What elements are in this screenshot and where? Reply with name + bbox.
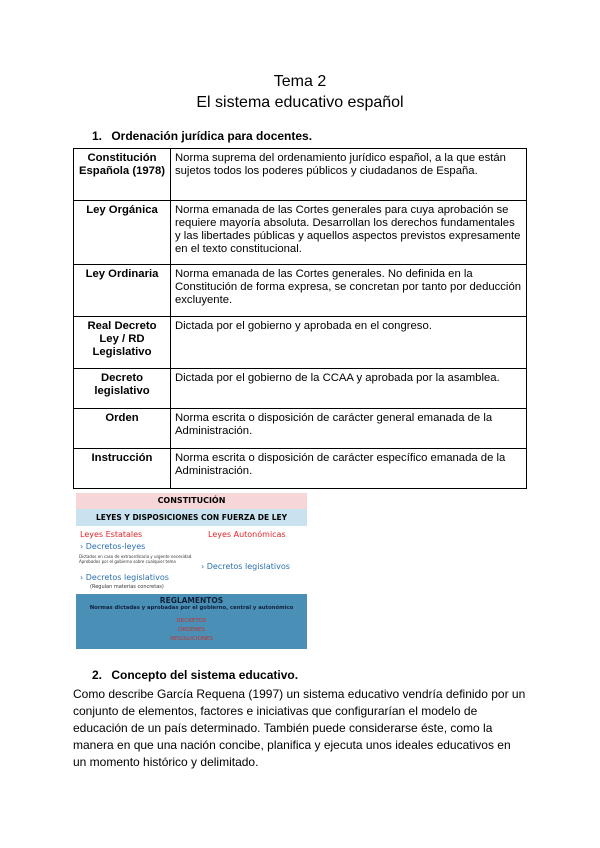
regulan-note: (Regulan materias concretas) (90, 584, 164, 590)
definition-cell: Norma emanada de las Cortes generales. No definida en la Constitución de forma expresa, se concretan por tanto por deducción excluyente. (171, 265, 527, 317)
table-row (74, 449, 527, 489)
table-row (74, 409, 527, 449)
term-cell: Decreto legislativo (74, 369, 171, 409)
decretos-legislativos-aut-label: › Decretos legislativos (201, 562, 290, 571)
legal-norms-table (73, 148, 527, 489)
definition-cell: Norma emanada de las Cortes generales para cuya aprobación se requiere mayoría absoluta. Desarrollan los derechos fundamentales y las libertades públicas y aquellos aspectos previstos expresamente en el texto constitucional. (171, 201, 527, 265)
reglamentos-label: REGLAMENTOS (159, 596, 224, 605)
section-heading-text: Concepto del sistema educativo. (111, 668, 299, 682)
page-title: Tema 2 (273, 73, 327, 90)
definition-cell: Dictada por el gobierno de la CCAA y aprobada por la asamblea. (171, 369, 527, 409)
body-paragraph: Como describe García Requena (1997) un sistema educativo vendría definido por un conjunto de elementos, factores e iniciativas que configurarían el modelo de educación de un país determinado. También puede considerarse éste, como la manera en que una nación concibe, planifica y ejecuta unos ideales educativos en un momento histórico y delimitado. (73, 687, 526, 769)
section-heading-text: Ordenación jurídica para docentes. (111, 129, 313, 143)
definition-cell: Dictada por el gobierno y aprobada en el congreso. (171, 317, 527, 369)
leyes-band: LEYES Y DISPOSICIONES CON FUERZA DE LEY (76, 509, 307, 526)
decretos-item: DECRETOS (176, 618, 207, 624)
table-row (74, 149, 527, 201)
section-heading-2 (92, 668, 298, 682)
legal-hierarchy-diagram (76, 493, 307, 649)
decretos-leyes-label: › Decretos-leyes (80, 542, 146, 551)
term-cell: Orden (74, 409, 171, 449)
table-row (74, 201, 527, 265)
table-row (74, 317, 527, 369)
constitucion-band: CONSTITUCIÓN (76, 493, 307, 509)
term-cell: Ley Ordinaria (74, 265, 171, 317)
term-cell: Ley Orgánica (74, 201, 171, 265)
definition-cell: Norma escrita o disposición de carácter general emanada de la Administración. (171, 409, 527, 449)
reglamentos-band (76, 594, 307, 649)
term-cell: Constitución Española (1978) (74, 149, 171, 201)
definition-cell: Norma suprema del ordenamiento jurídico español, a la que están sujetos todos los poderes públicos y ciudadanos de España. (171, 149, 527, 201)
term-cell: Instrucción (74, 449, 171, 489)
decretos-legislativos-label: › Decretos legislativos (80, 573, 169, 582)
page-subtitle: El sistema educativo español (196, 94, 404, 111)
table-row (74, 265, 527, 317)
reglamentos-sub-label: Normas dictadas y aprobadas por el gobierno, central y autonómico (89, 605, 294, 611)
table-row (74, 369, 527, 409)
definition-cell: Norma escrita o disposición de carácter específico emanada de la Administración. (171, 449, 527, 489)
ordenes-item: ÓRDENES (178, 627, 205, 633)
leyes-estatales-label: Leyes Estatales (80, 530, 143, 539)
section-heading-1 (92, 129, 312, 143)
section-number: 2. (92, 668, 103, 682)
leyes-detail-band (76, 526, 307, 594)
leyes-autonomicas-label: Leyes Autonómicas (208, 530, 286, 539)
term-cell: Real Decreto Ley / RD Legislativo (74, 317, 171, 369)
decretos-leyes-note: Dictados en caso de extraordinaria y urgente necesidad. Aprobados por el gobierno sobre cualquier tema (79, 554, 193, 564)
section-number: 1. (92, 129, 103, 143)
resoluciones-item: RESOLUCIONES (170, 636, 213, 642)
